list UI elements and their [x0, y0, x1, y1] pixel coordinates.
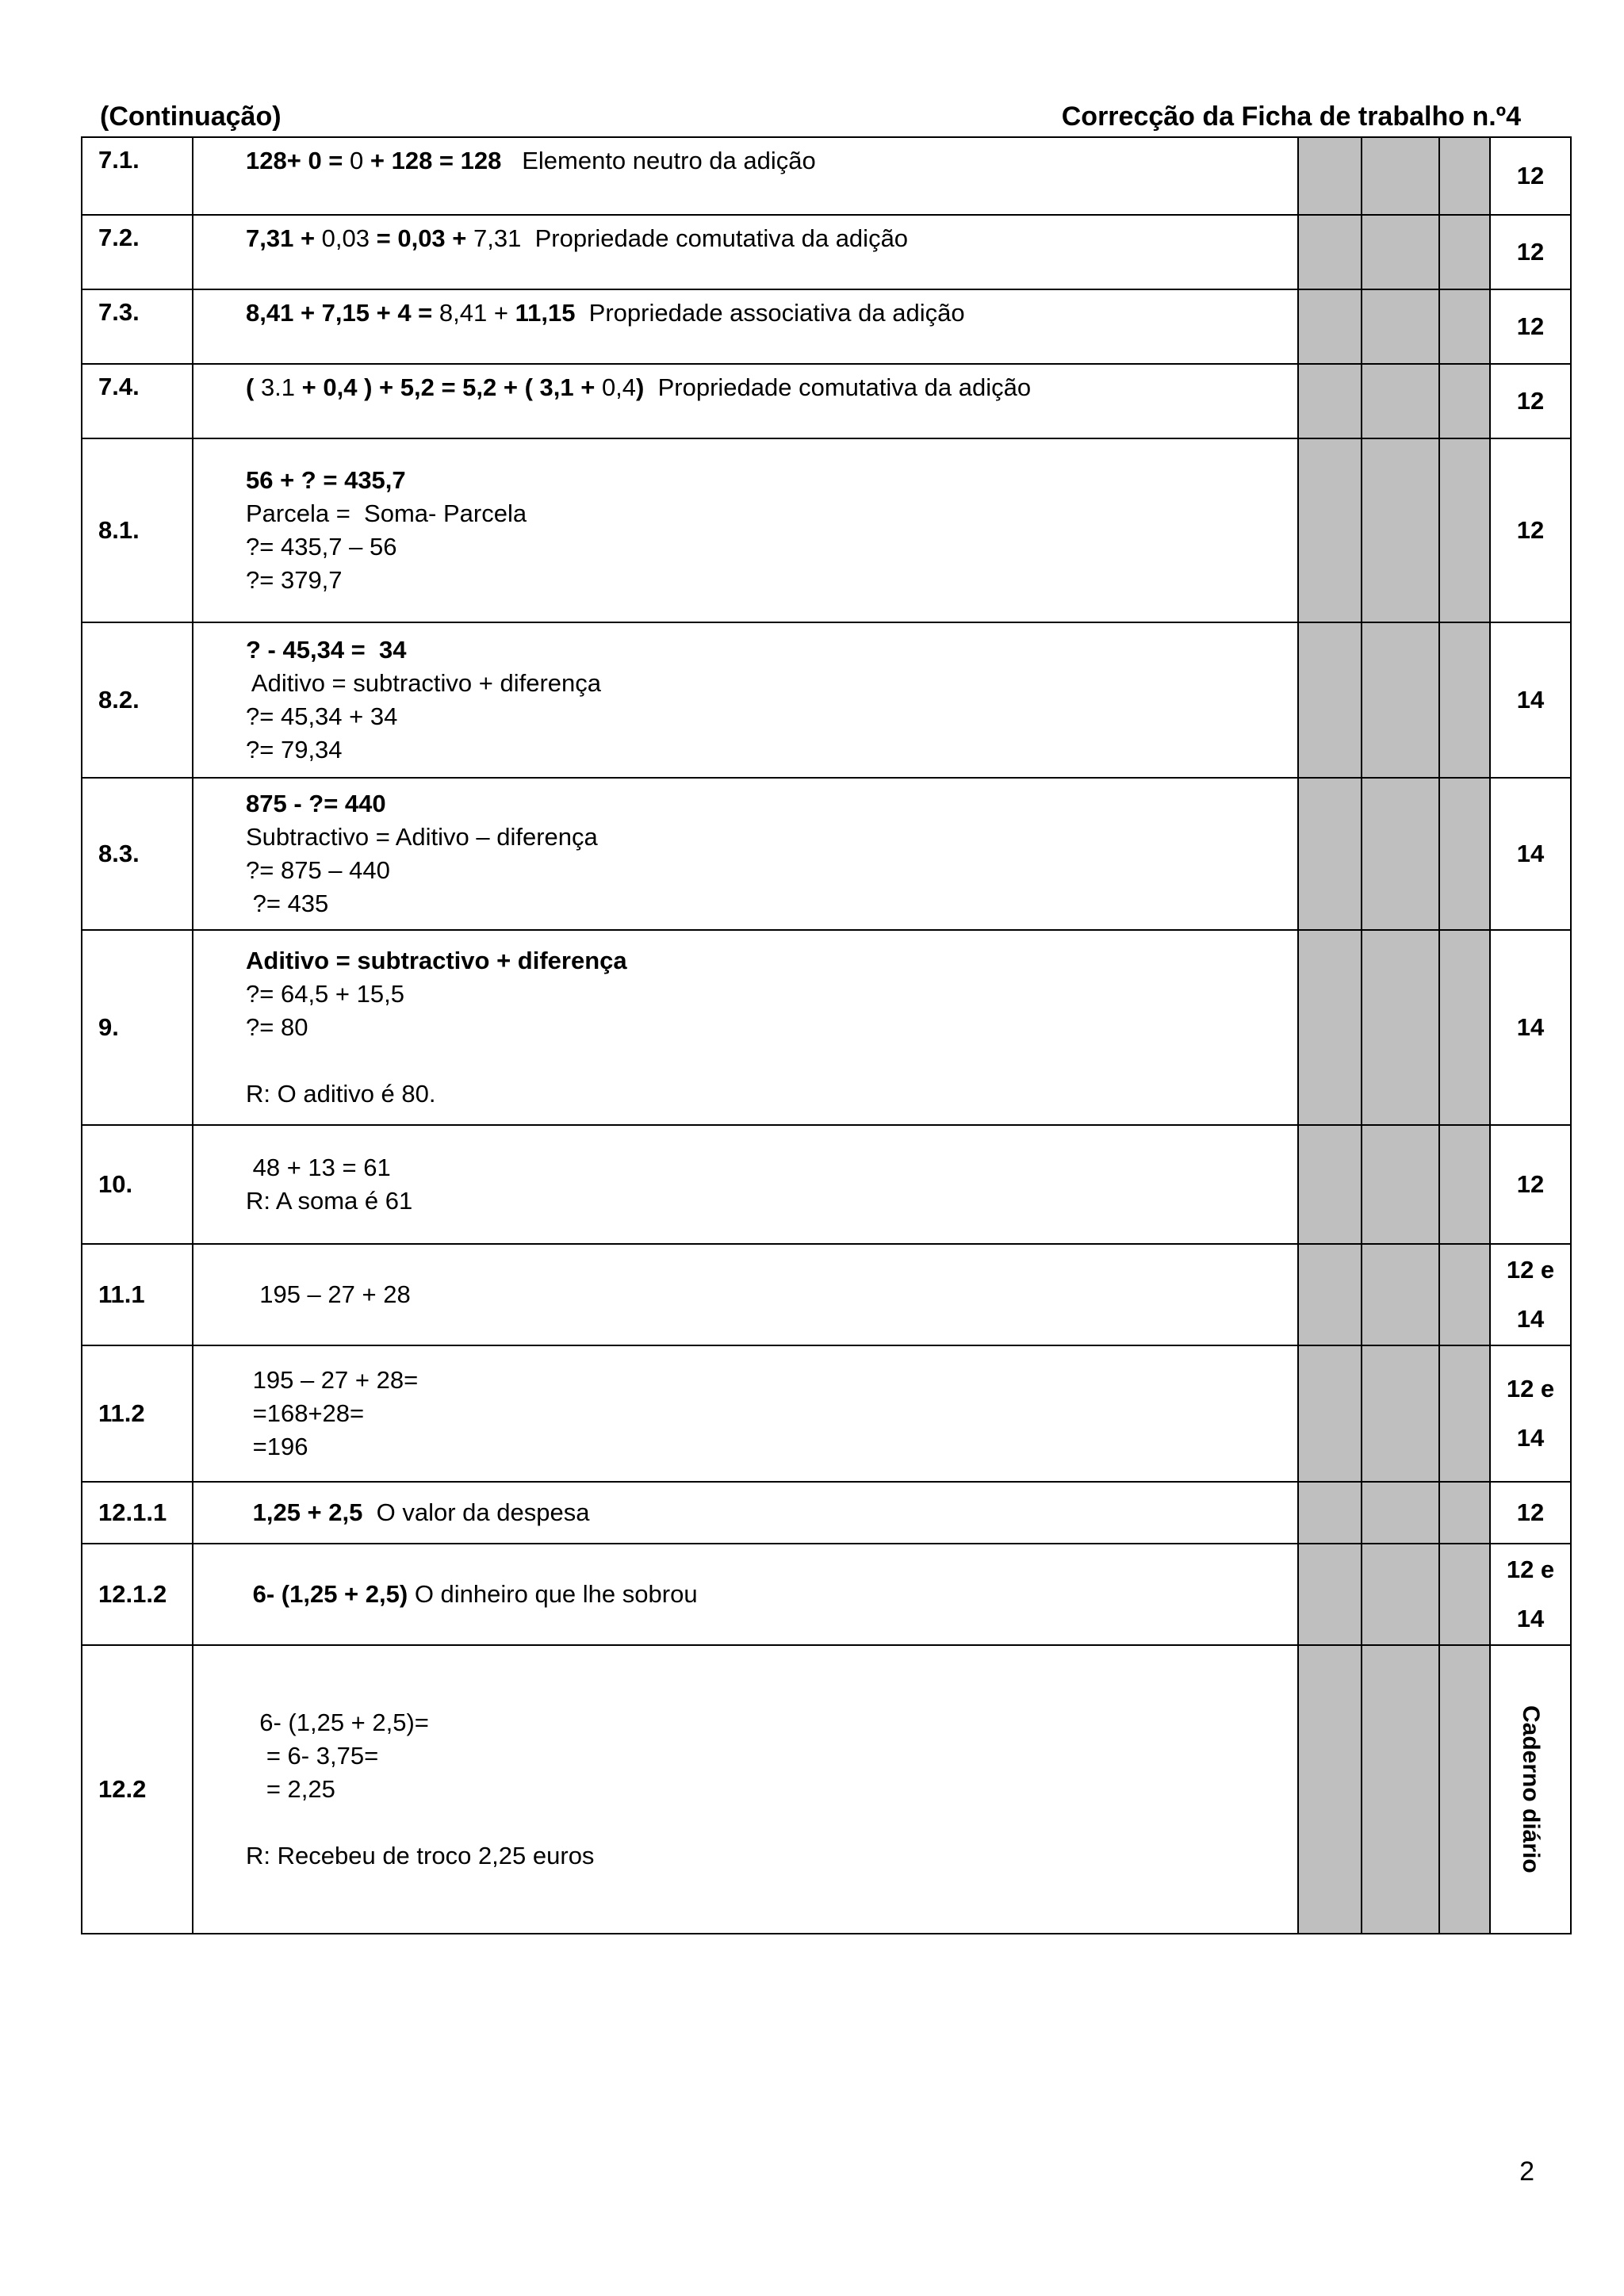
exercise-number: 12.2 — [82, 1645, 193, 1934]
solution-text: ?= 79,34 — [246, 736, 343, 763]
solution-line — [246, 887, 1297, 920]
header-title: Correcção da Ficha de trabalho n.º4 — [1061, 101, 1521, 132]
exercise-number: 7.2. — [82, 215, 193, 289]
solution-text: 8,41 + — [439, 299, 515, 327]
solution-text: 7,31 + — [246, 224, 322, 252]
solution-text: 128+ 0 = — [246, 147, 350, 174]
shaded-cell — [1439, 622, 1490, 778]
exercise-number: 7.3. — [82, 289, 193, 364]
shaded-cell — [1439, 1544, 1490, 1645]
table-row — [82, 1125, 1571, 1244]
exercise-solution — [193, 622, 1298, 778]
solution-line — [246, 564, 1297, 597]
exercise-number: 10. — [82, 1125, 193, 1244]
table-row — [82, 1345, 1571, 1482]
shaded-cell — [1439, 1482, 1490, 1544]
shaded-cell — [1298, 364, 1362, 438]
header-continuation: (Continuação) — [100, 101, 282, 132]
solution-line — [246, 1706, 1297, 1739]
shaded-cell — [1439, 1125, 1490, 1244]
grade-cell — [1490, 1244, 1571, 1345]
exercise-solution — [193, 438, 1298, 622]
grade-value: 14 — [1516, 1305, 1545, 1333]
shaded-cell — [1439, 364, 1490, 438]
grade-value: 14 — [1516, 840, 1545, 867]
exercise-number: 8.3. — [82, 778, 193, 930]
grade-cell — [1490, 289, 1571, 364]
table-row — [82, 1544, 1571, 1645]
solution-text: 195 – 27 + 28 — [246, 1280, 411, 1308]
solution-text: ) — [636, 373, 645, 401]
page-number: 2 — [1519, 2156, 1534, 2187]
solution-line — [246, 854, 1297, 887]
shaded-cell — [1362, 289, 1439, 364]
solution-text: + 128 = 128 — [370, 147, 502, 174]
grade-value: 12 — [1516, 238, 1545, 266]
solution-line — [246, 530, 1297, 564]
solution-text: ?= 64,5 + 15,5 — [246, 980, 404, 1008]
solution-line — [246, 787, 1297, 821]
shaded-cell — [1439, 1345, 1490, 1482]
solution-line — [246, 1430, 1297, 1464]
solution-line — [246, 1839, 1297, 1873]
solution-line — [246, 144, 1297, 178]
solution-text: 875 - ?= 440 — [246, 790, 386, 817]
solution-line — [246, 1496, 1297, 1529]
shaded-cell — [1439, 1244, 1490, 1345]
table-row — [82, 137, 1571, 215]
shaded-cell — [1298, 930, 1362, 1125]
exercise-number: 12.1.1 — [82, 1482, 193, 1544]
shaded-cell — [1439, 930, 1490, 1125]
shaded-cell — [1439, 1645, 1490, 1934]
solution-line — [246, 1739, 1297, 1773]
solution-line — [246, 978, 1297, 1011]
solution-line — [246, 1044, 1297, 1077]
solution-text: 3.1 — [260, 373, 302, 401]
solution-line — [246, 464, 1297, 497]
exercise-solution — [193, 930, 1298, 1125]
solution-text: O dinheiro que lhe sobrou — [408, 1580, 698, 1608]
grade-cell — [1490, 1345, 1571, 1482]
solution-text: 0,4 — [595, 373, 637, 401]
grade-cell — [1490, 438, 1571, 622]
table-row — [82, 438, 1571, 622]
solution-line — [246, 667, 1297, 700]
exercise-number: 7.1. — [82, 137, 193, 215]
shaded-cell — [1298, 622, 1362, 778]
shaded-cell — [1439, 289, 1490, 364]
solution-text: 6- (1,25 + 2,5) — [246, 1580, 408, 1608]
shaded-cell — [1298, 1544, 1362, 1645]
exercise-solution — [193, 364, 1298, 438]
table-row — [82, 930, 1571, 1125]
solution-text: ?= 435 — [246, 890, 329, 917]
table-row — [82, 1244, 1571, 1345]
solution-text: 7,31 Propriedade comutativa da adição — [466, 224, 909, 252]
solution-text: 1,25 + 2,5 — [246, 1498, 363, 1526]
grade-value: 14 — [1516, 1605, 1545, 1632]
exercise-solution — [193, 1482, 1298, 1544]
solution-text: = 6- 3,75= — [246, 1742, 379, 1770]
shaded-cell — [1298, 1345, 1362, 1482]
shaded-cell — [1298, 1645, 1362, 1934]
solution-text: ?= 45,34 + 34 — [246, 702, 398, 730]
grade-value: 14 — [1516, 686, 1545, 714]
shaded-cell — [1362, 1345, 1439, 1482]
exercise-solution — [193, 289, 1298, 364]
exercise-solution — [193, 137, 1298, 215]
grade-value: 12 — [1516, 516, 1545, 544]
grade-value: 12 — [1516, 162, 1545, 189]
exercise-number: 11.2 — [82, 1345, 193, 1482]
grade-value: 12 — [1516, 1498, 1545, 1526]
shaded-cell — [1362, 215, 1439, 289]
shaded-cell — [1298, 778, 1362, 930]
solution-line — [246, 497, 1297, 530]
shaded-cell — [1362, 137, 1439, 215]
solution-text: ?= 875 – 440 — [246, 856, 390, 884]
shaded-cell — [1362, 1482, 1439, 1544]
exercise-solution — [193, 215, 1298, 289]
solution-text: Subtractivo = Aditivo – diferença — [246, 823, 598, 851]
solution-text: Parcela = Soma- Parcela — [246, 499, 527, 527]
solution-line — [246, 1578, 1297, 1611]
solution-line — [246, 1806, 1297, 1839]
grade-cell — [1490, 1125, 1571, 1244]
shaded-cell — [1298, 215, 1362, 289]
solution-text: 195 – 27 + 28= — [246, 1366, 419, 1394]
exercise-number: 12.1.2 — [82, 1544, 193, 1645]
solution-text: = 0,03 + — [376, 224, 467, 252]
exercise-solution — [193, 778, 1298, 930]
shaded-cell — [1298, 289, 1362, 364]
shaded-cell — [1298, 1482, 1362, 1544]
shaded-cell — [1362, 1125, 1439, 1244]
solution-text: ?= 379,7 — [246, 566, 343, 594]
grade-cell — [1490, 215, 1571, 289]
solution-text: 56 + ? = 435,7 — [246, 466, 406, 494]
shaded-cell — [1439, 438, 1490, 622]
shaded-cell — [1439, 137, 1490, 215]
table-row — [82, 364, 1571, 438]
solution-text: R: Recebeu de troco 2,25 euros — [246, 1842, 595, 1869]
grade-value: 14 — [1516, 1424, 1545, 1452]
solution-line — [246, 1397, 1297, 1430]
grade-vertical-note: Caderno diário — [1518, 1705, 1544, 1873]
grade-cell — [1490, 364, 1571, 438]
exercise-solution — [193, 1544, 1298, 1645]
solution-line — [246, 1184, 1297, 1218]
solution-text: 48 + 13 = 61 — [246, 1154, 391, 1181]
solution-line — [246, 1011, 1297, 1044]
grade-cell — [1490, 1482, 1571, 1544]
solution-text: R: A soma é 61 — [246, 1187, 413, 1215]
solution-text: 8,41 + 7,15 + 4 = — [246, 299, 439, 327]
solution-line — [246, 633, 1297, 667]
solution-text: R: O aditivo é 80. — [246, 1080, 436, 1108]
solution-line — [246, 1773, 1297, 1806]
shaded-cell — [1298, 1125, 1362, 1244]
exercise-number: 8.1. — [82, 438, 193, 622]
solution-text — [246, 1047, 253, 1074]
exercise-solution — [193, 1645, 1298, 1934]
shaded-cell — [1362, 1544, 1439, 1645]
solution-text: 0,03 — [321, 224, 377, 252]
exercise-number: 11.1 — [82, 1244, 193, 1345]
solution-line — [246, 821, 1297, 854]
shaded-cell — [1362, 622, 1439, 778]
solution-text: O valor da despesa — [362, 1498, 590, 1526]
shaded-cell — [1439, 778, 1490, 930]
grade-value: 12 — [1516, 1170, 1545, 1198]
exercise-solution — [193, 1125, 1298, 1244]
solution-text: Propriedade associativa da adição — [575, 299, 965, 327]
shaded-cell — [1362, 778, 1439, 930]
grade-value: 14 — [1516, 1013, 1545, 1041]
exercise-number: 7.4. — [82, 364, 193, 438]
shaded-cell — [1298, 1244, 1362, 1345]
solution-line — [246, 700, 1297, 733]
solution-text: ( — [246, 373, 261, 401]
grade-cell — [1490, 137, 1571, 215]
solution-text: Aditivo = subtractivo + diferença — [246, 669, 602, 697]
solution-line — [246, 297, 1297, 330]
grade-cell — [1490, 930, 1571, 1125]
grade-value: 12 e — [1506, 1556, 1555, 1583]
correction-table — [81, 136, 1572, 1934]
exercise-number: 8.2. — [82, 622, 193, 778]
shaded-cell — [1362, 364, 1439, 438]
grade-value: 12 e — [1506, 1256, 1555, 1284]
shaded-cell — [1298, 137, 1362, 215]
shaded-cell — [1362, 1244, 1439, 1345]
grade-value: 12 — [1516, 387, 1545, 415]
table-row — [82, 1645, 1571, 1934]
solution-text: 0 — [350, 147, 370, 174]
solution-line — [246, 733, 1297, 767]
exercise-solution — [193, 1345, 1298, 1482]
solution-line — [246, 371, 1297, 404]
grade-cell — [1490, 622, 1571, 778]
solution-text: 11,15 — [515, 299, 576, 327]
grade-value: 12 — [1516, 312, 1545, 340]
table-row — [82, 778, 1571, 930]
solution-text: Elemento neutro da adição — [501, 147, 816, 174]
shaded-cell — [1439, 215, 1490, 289]
table-row — [82, 215, 1571, 289]
solution-line — [246, 1151, 1297, 1184]
shaded-cell — [1362, 1645, 1439, 1934]
grade-value: 12 e — [1506, 1375, 1555, 1402]
exercise-solution — [193, 1244, 1298, 1345]
solution-text: =196 — [246, 1433, 308, 1460]
shaded-cell — [1298, 438, 1362, 622]
solution-line — [246, 1278, 1297, 1311]
solution-text: Aditivo = subtractivo + diferença — [246, 947, 627, 974]
grade-cell — [1490, 778, 1571, 930]
shaded-cell — [1362, 930, 1439, 1125]
exercise-number: 9. — [82, 930, 193, 1125]
solution-line — [246, 944, 1297, 978]
table-row — [82, 1482, 1571, 1544]
grade-cell — [1490, 1544, 1571, 1645]
solution-text: + 0,4 ) + 5,2 = 5,2 + ( 3,1 + — [301, 373, 596, 401]
solution-text: Propriedade comutativa da adição — [644, 373, 1032, 401]
solution-text: ?= 435,7 – 56 — [246, 533, 397, 561]
solution-text: ? - 45,34 = 34 — [246, 636, 407, 664]
solution-text — [246, 1808, 253, 1836]
solution-text: 6- (1,25 + 2,5)= — [246, 1709, 429, 1736]
solution-text: =168+28= — [246, 1399, 365, 1427]
table-row — [82, 289, 1571, 364]
solution-line — [246, 1077, 1297, 1111]
shaded-cell — [1362, 438, 1439, 622]
table-row — [82, 622, 1571, 778]
solution-line — [246, 222, 1297, 255]
grade-cell — [1490, 1645, 1571, 1934]
solution-text: ?= 80 — [246, 1013, 308, 1041]
solution-text: = 2,25 — [246, 1775, 335, 1803]
solution-line — [246, 1364, 1297, 1397]
